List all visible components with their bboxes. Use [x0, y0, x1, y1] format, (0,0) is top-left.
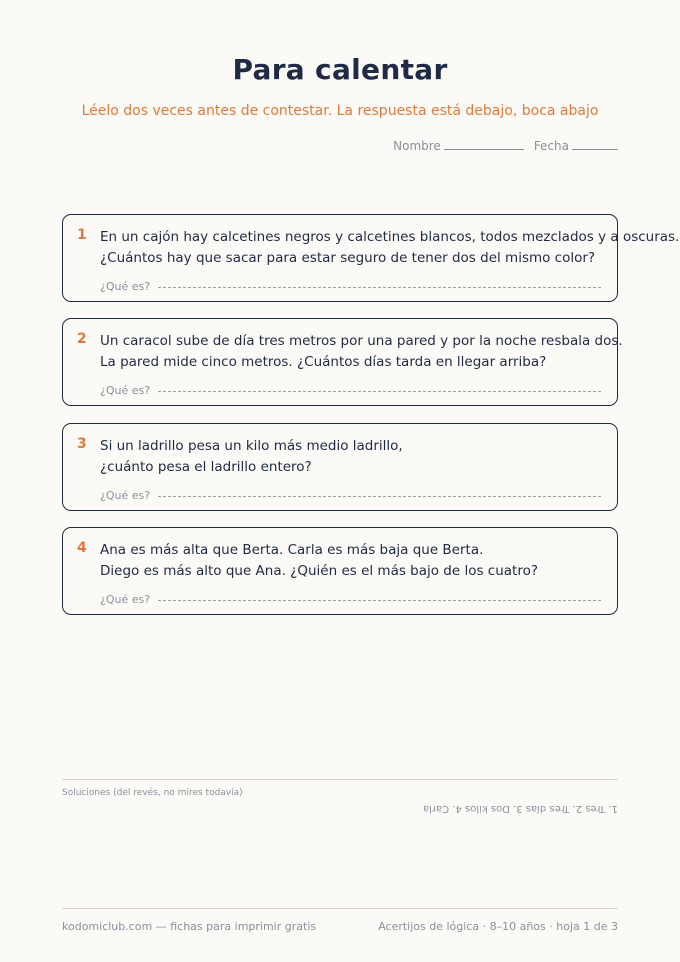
question-number: 1 [77, 227, 87, 243]
answer-label: ¿Qué es? [100, 593, 151, 606]
answer-field[interactable] [100, 280, 601, 293]
answer-line [158, 600, 601, 601]
page-title: Para calentar [232, 53, 448, 86]
question-card [62, 318, 623, 406]
question-line: ¿Cuántos hay que sacar para estar seguro de tener dos del mismo color? [100, 250, 596, 266]
question-line: La pared mide cinco metros. ¿Cuántos días tarda en llegar arriba? [100, 354, 547, 370]
question-number: 3 [77, 436, 87, 452]
question-number: 4 [77, 540, 87, 556]
question-card [62, 527, 618, 615]
question-card [62, 214, 680, 302]
question-card [62, 423, 618, 511]
answer-label: ¿Qué es? [100, 384, 151, 397]
date-label: Fecha [533, 139, 569, 153]
question-text [100, 227, 679, 269]
name-date-fields [393, 139, 618, 153]
answer-line [158, 496, 601, 497]
answer-line [158, 391, 601, 392]
question-text [100, 436, 403, 478]
solutions-divider [62, 779, 618, 780]
date-line [572, 149, 618, 150]
date-field[interactable] [534, 139, 618, 153]
answer-line [158, 287, 601, 288]
name-field[interactable] [393, 139, 524, 153]
solutions-upside-down: 1. Tres 2. Tres días 3. Dos kilos 4. Carla [423, 803, 618, 814]
question-line: Diego es más alto que Ana. ¿Quién es el más bajo de los cuatro? [100, 563, 539, 579]
answer-field[interactable] [100, 593, 601, 606]
footer-sheet-info: Acertijos de lógica · 8–10 años · hoja 1 de 3 [378, 920, 618, 933]
answer-field[interactable] [100, 489, 601, 502]
question-line: Un caracol sube de día tres metros por una pared y por la noche resbala dos. [100, 333, 623, 349]
name-label: Nombre [393, 139, 441, 153]
footer-divider [62, 908, 618, 909]
footer-site: kodomiclub.com — fichas para imprimir gratis [62, 920, 317, 933]
answer-field[interactable] [100, 384, 601, 397]
page-subtitle: Léelo dos veces antes de contestar. La respuesta está debajo, boca abajo [81, 103, 599, 119]
question-text [100, 331, 623, 373]
question-line: En un cajón hay calcetines negros y calcetines blancos, todos mezclados y a oscuras. [100, 229, 680, 245]
question-text [100, 540, 538, 582]
name-line [444, 149, 524, 150]
answer-label: ¿Qué es? [100, 280, 151, 293]
solutions-label: Soluciones (del revés, no mires todavía) [62, 788, 243, 798]
question-line: Si un ladrillo pesa un kilo más medio ladrillo, [100, 438, 403, 454]
question-line: ¿cuánto pesa el ladrillo entero? [100, 459, 312, 475]
question-line: Ana es más alta que Berta. Carla es más baja que Berta. [100, 542, 484, 558]
answer-label: ¿Qué es? [100, 489, 151, 502]
question-number: 2 [77, 331, 87, 347]
